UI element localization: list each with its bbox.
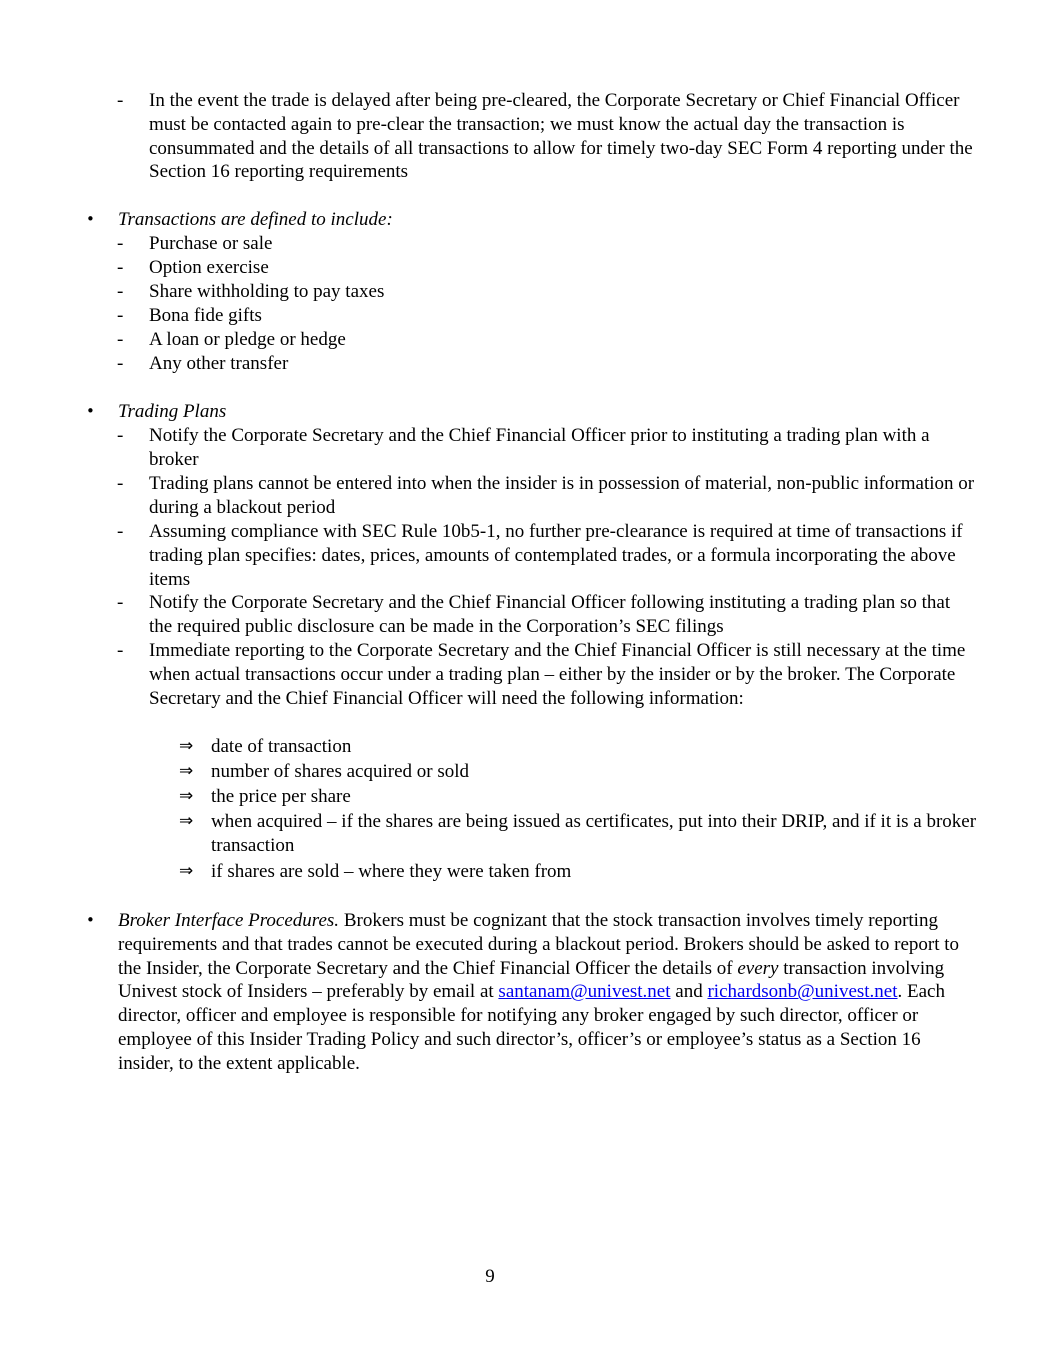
list-item (117, 472, 977, 520)
list-item (179, 810, 979, 858)
list-item (117, 232, 977, 256)
list-item (117, 304, 977, 328)
broker-every: every (737, 957, 779, 979)
trading-plan-item: Trading plans cannot be entered into when the insider is in possession of material, non-public information or during a blackout period (149, 473, 975, 518)
transaction-item: Bona fide gifts (149, 305, 262, 326)
transaction-item: Option exercise (149, 257, 269, 278)
arrow-icon: ⇒ (179, 786, 194, 806)
arrow-icon: ⇒ (179, 761, 194, 781)
arrow-icon: ⇒ (179, 861, 194, 881)
trading-plan-item: Notify the Corporate Secretary and the Chief Financial Officer following instituting a trading plan so that the required public disclosure can be made in the Corporation’s SEC filings (149, 592, 951, 637)
arrow-icon: ⇒ (179, 736, 194, 756)
broker-text-3: and (670, 981, 708, 1003)
dash-marker: - (117, 329, 124, 350)
sub-item-text: number of shares acquired or sold (211, 761, 470, 782)
dash-marker: - (117, 473, 124, 494)
list-item (117, 328, 977, 352)
list-item (117, 256, 977, 280)
dash-marker: - (117, 353, 124, 374)
list-item (117, 424, 977, 472)
dash-marker: - (117, 592, 124, 613)
sub-item-text: when acquired – if the shares are being issued as certificates, put into their DRIP, and if it is a broker transaction (211, 811, 977, 856)
list-item (179, 760, 979, 784)
dash-marker: - (117, 305, 124, 326)
email-link-santanam[interactable]: santanam@univest.net (498, 981, 671, 1003)
sub-item-text: date of transaction (211, 736, 352, 757)
intro-dash-item (117, 89, 977, 184)
broker-heading: Broker Interface Procedures. (118, 910, 340, 931)
dash-marker: - (117, 521, 124, 542)
transaction-item: Any other transfer (149, 353, 289, 374)
page-number: 9 (485, 1266, 495, 1287)
intro-dash-text: In the event the trade is delayed after being pre-cleared, the Corporate Secretary or Chief Financial Officer must be contacted again to pre-clear the transaction; we must know the actual day the transaction is consummated and the details of all transactions to allow for timely two-day SEC Form 4 reporting under the Section 16 reporting requirements (149, 90, 973, 183)
list-item (117, 639, 977, 710)
list-item (179, 735, 979, 759)
dash-marker: - (117, 233, 124, 254)
list-item (117, 591, 977, 639)
broker-paragraph (118, 909, 976, 1076)
list-item (179, 785, 979, 809)
trading-plan-item: Assuming compliance with SEC Rule 10b5-1, no further pre-clearance is required at time of transactions if trading plan specifies: dates, prices, amounts of contemplated trades, or a formula incorporating the above items (149, 521, 963, 590)
arrow-icon: ⇒ (179, 811, 194, 831)
list-item (179, 860, 979, 884)
trading-plans-bullet (86, 400, 976, 424)
bullet-marker: • (86, 402, 95, 420)
broker-bullet (86, 909, 976, 1076)
transaction-item: Share withholding to pay taxes (149, 281, 385, 302)
transactions-heading: Transactions are defined to include: (118, 209, 393, 230)
trading-plan-item: Notify the Corporate Secretary and the Chief Financial Officer prior to instituting a trading plan with a broker (149, 425, 930, 470)
dash-marker: - (117, 640, 124, 661)
list-item (117, 280, 977, 304)
sub-item-text: the price per share (211, 786, 351, 807)
email-link-richardsonb[interactable]: richardsonb@univest.net (707, 981, 898, 1003)
bullet-marker: • (86, 210, 95, 228)
trading-plans-heading: Trading Plans (118, 401, 227, 422)
dash-marker: - (117, 257, 124, 278)
dash-marker: - (117, 281, 124, 302)
list-item (117, 352, 977, 376)
broker-text-4: . Each director, officer and employee is responsible for notifying any broker engaged by such director, officer or employee of this Insider Trading Policy and such director’s, officer’s or employee’s status as a Section 16 insider, to the extent applicable. (118, 981, 945, 1074)
dash-marker: - (117, 90, 124, 111)
sub-item-text: if shares are sold – where they were taken from (211, 861, 572, 882)
list-item (117, 520, 977, 591)
trading-plan-item: Immediate reporting to the Corporate Secretary and the Chief Financial Officer is still necessary at the time when actual transactions occur under a trading plan – either by the insider or by the broker. The Corporate Secretary and the Chief Financial Officer will need the following information: (149, 640, 966, 709)
broker-text-1: Brokers must be cognizant that the stock transaction involves timely reporting requirements and that trades cannot be executed during a blackout period. Brokers should be asked to report to the Insider, the Corporate Secretary and the Chief Financial Officer the details of (118, 910, 960, 979)
bullet-marker: • (86, 911, 95, 929)
transaction-item: A loan or pledge or hedge (149, 329, 346, 350)
transactions-bullet (86, 208, 976, 232)
transaction-item: Purchase or sale (149, 233, 273, 254)
dash-marker: - (117, 425, 124, 446)
broker-text-2: transaction involving Univest stock of Insiders – preferably by email at (118, 957, 945, 1003)
